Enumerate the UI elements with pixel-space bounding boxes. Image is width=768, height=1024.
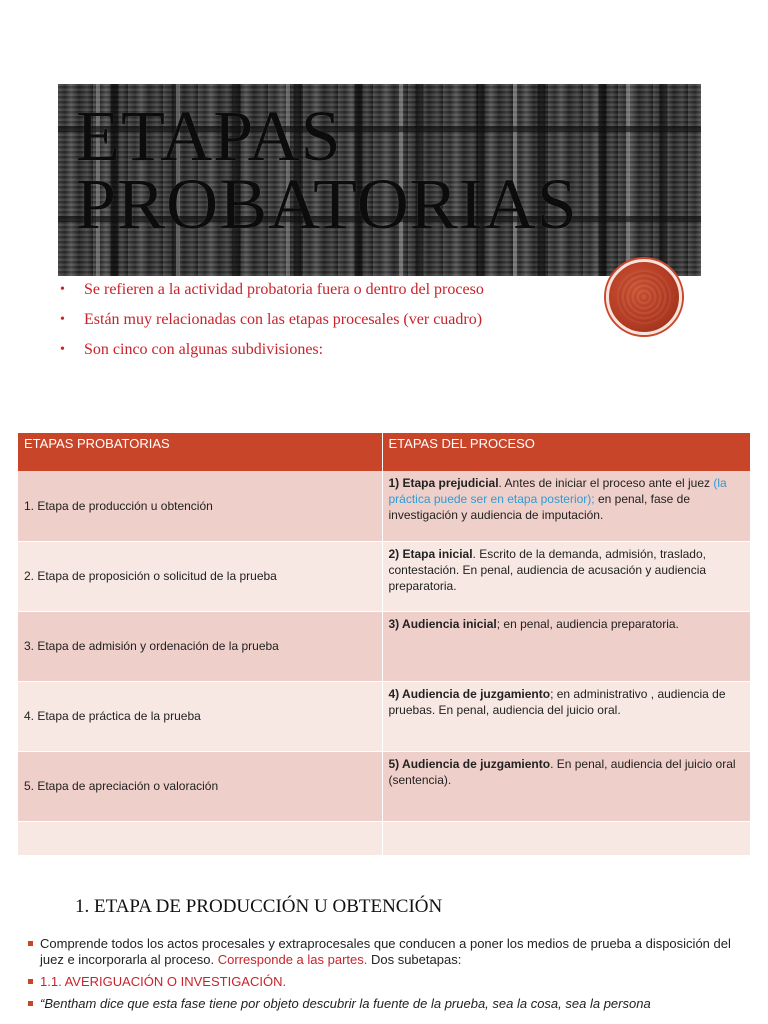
- bullet-text: Están muy relacionadas con las etapas procesales (ver cuadro): [84, 311, 483, 328]
- bullet-item: [60, 310, 484, 330]
- probatory-stage-cell: 3. Etapa de admisión y ordenación de la prueba: [18, 611, 382, 681]
- process-stage-name: 4) Audiencia de juzgamiento: [388, 686, 551, 701]
- process-stage-text: . Escrito de la demanda, admisión, traslado, contestación. En penal, audiencia de acusación y audiencia preparatoria.: [388, 546, 707, 593]
- bullet-item: [60, 340, 484, 360]
- probatory-stage-cell: 1. Etapa de producción u obtención: [18, 471, 382, 541]
- bullet-text: Son cinco con algunas subdivisiones:: [84, 341, 324, 358]
- process-stage-cell: [382, 681, 750, 751]
- subsection-heading: 1.1. AVERIGUACIÓN O INVESTIGACIÓN.: [40, 974, 287, 989]
- square-bullet-icon: [28, 979, 33, 984]
- section-highlight: Corresponde a las partes.: [217, 952, 368, 967]
- section-bullets: [28, 936, 748, 1018]
- process-stage-text: . En penal, audiencia del juicio oral (sentencia).: [388, 756, 736, 787]
- column-header-etapas-proceso: ETAPAS DEL PROCESO: [382, 433, 750, 471]
- process-stage-name: 3) Audiencia inicial: [388, 616, 497, 631]
- process-stage-cell: [382, 611, 750, 681]
- bullet-text: Se refieren a la actividad probatoria fuera o dentro del proceso: [84, 281, 484, 298]
- process-stage-name: 5) Audiencia de juzgamiento: [388, 756, 551, 771]
- table-row: [18, 541, 750, 611]
- bullet-icon: •: [60, 282, 65, 297]
- section-bullet-item: [28, 974, 748, 990]
- process-stage-name: 2) Etapa inicial: [388, 546, 473, 561]
- section-title: 1. ETAPA DE PRODUCCIÓN U OBTENCIÓN: [75, 896, 443, 917]
- process-stage-text: en penal, fase de investigación y audiencia de imputación.: [388, 492, 691, 522]
- quote-text: “Bentham dice que esta fase tiene por objeto descubrir la fuente de la prueba, sea la cosa, sea la persona: [40, 996, 651, 1011]
- process-stage-name: 1) Etapa prejudicial: [388, 476, 499, 490]
- empty-cell: [382, 821, 750, 855]
- section-text: Dos subetapas:: [367, 952, 462, 967]
- table-row: [18, 681, 750, 751]
- stages-table: [18, 433, 751, 856]
- slide-title: ETAPAS PROBATORIAS: [76, 96, 578, 244]
- process-stage-text: . Antes de iniciar el proceso ante el juez: [498, 476, 714, 490]
- process-stage-cell: [382, 541, 750, 611]
- table-row: [18, 751, 750, 821]
- decorative-circle: [606, 259, 682, 335]
- probatory-stage-cell: 2. Etapa de proposición o solicitud de la prueba: [18, 541, 382, 611]
- probatory-stage-cell: 5. Etapa de apreciación o valoración: [18, 751, 382, 821]
- section-bullet-item: [28, 996, 748, 1012]
- table-row: [18, 611, 750, 681]
- square-bullet-icon: [28, 941, 33, 946]
- process-stage-text: ; en administrativo , audiencia de pruebas. En penal, audiencia del juicio oral.: [388, 686, 726, 717]
- section-text: Comprende todos los actos procesales y extraprocesales que conducen a poner los medios de prueba a disposición del juez e incorporarla al proceso.: [40, 936, 731, 967]
- bullet-icon: •: [60, 312, 65, 327]
- empty-cell: [18, 821, 382, 855]
- section-bullet-item: [28, 936, 748, 968]
- table-header-row: [18, 433, 750, 471]
- table-row: [18, 471, 750, 541]
- table-row-empty: [18, 821, 750, 855]
- bullet-icon: •: [60, 342, 65, 357]
- process-stage-cell: [382, 471, 750, 541]
- title-banner: [58, 84, 701, 276]
- intro-bullets: [60, 280, 484, 370]
- probatory-stage-cell: 4. Etapa de práctica de la prueba: [18, 681, 382, 751]
- column-header-etapas-probatorias: ETAPAS PROBATORIAS: [18, 433, 382, 471]
- process-stage-note: (la práctica puede ser en etapa posterior);: [388, 476, 727, 506]
- process-stage-text: ; en penal, audiencia preparatoria.: [496, 616, 679, 631]
- square-bullet-icon: [28, 1001, 33, 1006]
- bullet-item: [60, 280, 484, 300]
- process-stage-cell: [382, 751, 750, 821]
